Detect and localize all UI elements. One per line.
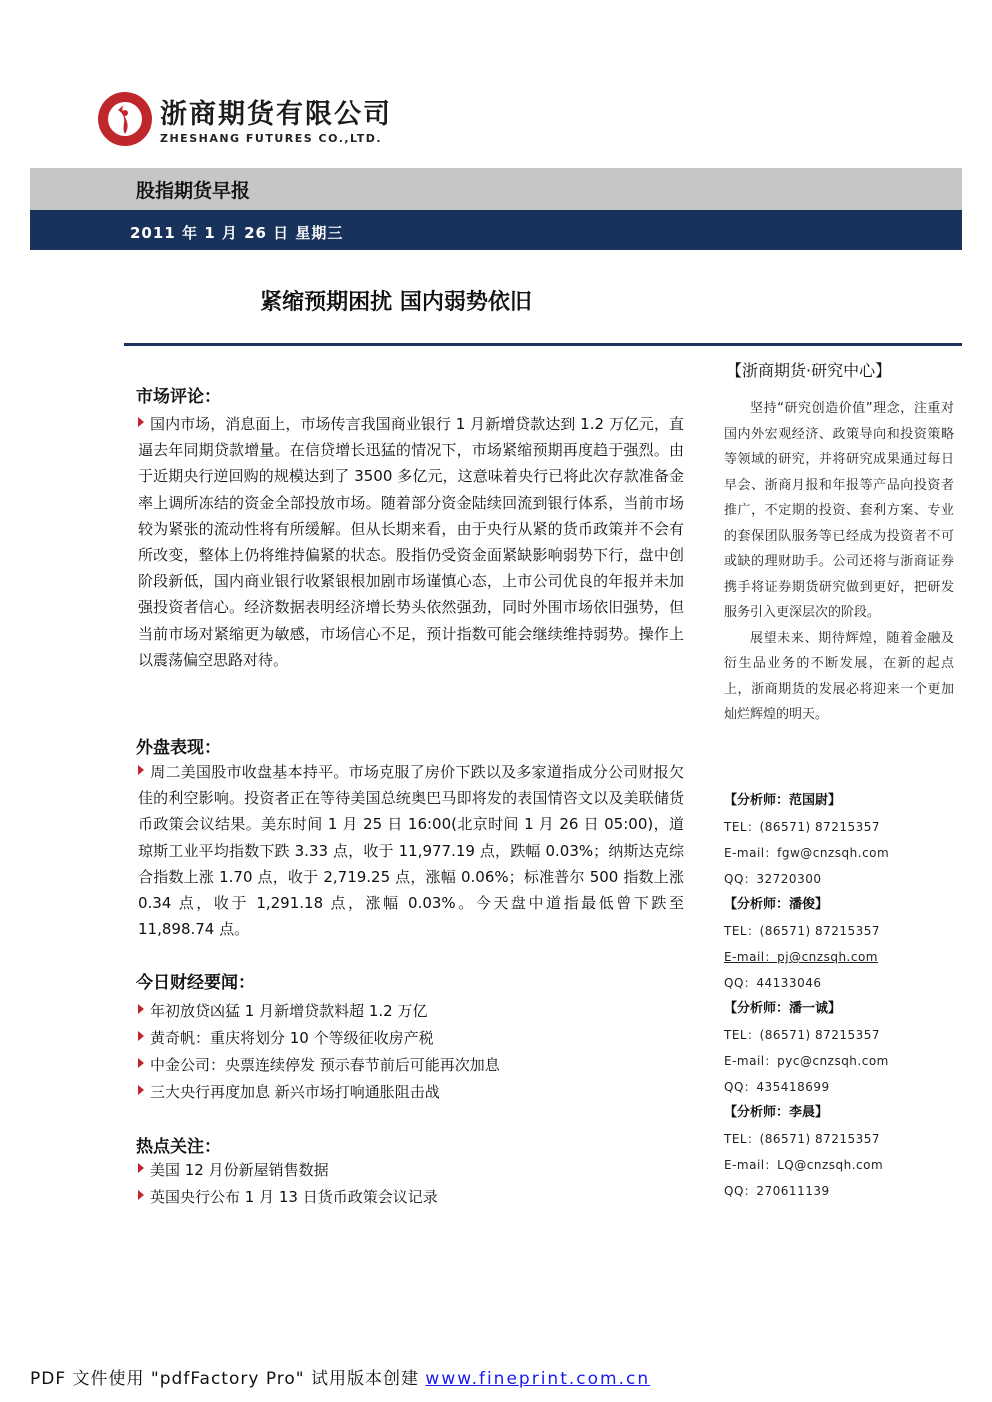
market-comment-paragraph: 国内市场，消息面上，市场传言我国商业银行 1 月新增贷款达到 1.2 万亿元，直逼去年同期贷款增量。在信贷增长迅猛的情况下，市场紧缩预期再度趋于强烈。由于近期央行逆回购的规模达到了 3500 多亿元，这意味着央行已将此次存款准备金率上调所冻结的资金全部投放市场。随着部分资金陆续回流到银行体系，当前市场较为紧张的流动性将有所缓解。但从长期来看，由于央行从紧的货币政策并不会有所改变，整体上仍将维持偏紧的状态。股指仍受资金面紧缺影响弱势下行，盘中创阶段新低，国内商业银行收紧银根加剧市场谨慎心态，上市公司优良的年报并未加强投资者信心。经济数据表明经济增长势头依然强劲，同时外围市场依旧强势，但当前市场对紧缩更为敏感，市场信心不足，预计指数可能会继续维持弱势。操作上以震荡偏空思路对待。 [138,415,684,669]
analyst-email[interactable]: E-mail：LQ@cnzsqh.com [724,1158,884,1172]
list-item: 美国 12 月份新屋销售数据 [138,1157,698,1184]
report-type: 股指期货早报 [136,180,251,202]
analyst-tel: TEL：(86571) 87215357 [724,1028,881,1042]
list-item: 年初放贷凶猛 1 月新增贷款料超 1.2 万亿 [138,998,698,1025]
analyst-card [724,892,964,996]
analyst-card [724,996,964,1100]
title-divider [124,343,962,346]
analyst-qq: QQ：44133046 [724,976,822,990]
section-heading-news: 今日财经要闻： [136,973,255,993]
hot-list [138,1157,698,1211]
list-item: 黄奇帆：重庆将划分 10 个等级征收房产税 [138,1025,698,1052]
research-intro [724,396,954,728]
bullet-arrow-icon [138,1004,144,1014]
analyst-qq: QQ：435418699 [724,1080,830,1094]
bullet-arrow-icon [138,1163,144,1173]
report-type-bar [30,168,962,210]
section-heading-hot: 热点关注： [136,1137,221,1157]
bullet-arrow-icon [138,1190,144,1200]
company-name-cn: 浙商期货有限公司 [160,99,392,130]
pdf-footer [30,1364,650,1389]
overseas-paragraph: 周二美国股市收盘基本持平。市场克服了房价下跌以及多家道指成分公司财报欠佳的利空影响。投资者正在等待美国总统奥巴马即将发的表国情咨文以及美联储货币政策会议结果。美东时间 1 月 25 日 16:00(北京时间 1 月 26 日 05:00)，道琼斯工业平均指数下跌 3.33 点，收于 11,977.19 点，跌幅 0.03%；纳斯达克综合指数上涨 1.70 点，收于 2,719.25 点，涨幅 0.06%；标准普尔 500 指数上涨 0.34 点，收于 1,291.18 点，涨幅 0.03%。今天盘中道指最低曾下跌至 11,898.74 点。 [138,763,684,939]
date-bar [30,210,962,250]
section-heading-overseas: 外盘表现： [136,738,221,758]
analyst-name: 【分析师：潘一诚】 [724,1001,842,1016]
list-item: 三大央行再度加息 新兴市场打响通胀阻击战 [138,1079,698,1106]
research-intro-p1: 坚持“研究创造价值”理念，注重对国内外宏观经济、政策导向和投资策略等领域的研究，并将研究成果通过每日早会、浙商月报和年报等产品向投资者推广，不定期的投资、套利方案、专业的套保团队服务等已经成为投资者不可或缺的理财助手。公司还将与浙商证券携手将证券期货研究做到更好，把研发服务引入更深层次的阶段。 [724,401,954,620]
footer-text: PDF 文件使用 "pdfFactory Pro" 试用版本创建 [30,1369,426,1389]
analyst-name: 【分析师：李晨】 [724,1105,829,1120]
analyst-list [724,788,964,1204]
news-list [138,998,698,1106]
bullet-arrow-icon [138,1031,144,1041]
analyst-tel: TEL：(86571) 87215357 [724,924,881,938]
analyst-tel: TEL：(86571) 87215357 [724,1132,881,1146]
company-logo-icon [96,90,154,148]
research-center-heading: 【浙商期货·研究中心】 [726,361,892,380]
analyst-email[interactable]: E-mail：pj@cnzsqh.com [724,950,878,964]
bullet-arrow-icon [138,1058,144,1068]
list-item: 中金公司：央票连续停发 预示春节前后可能再次加息 [138,1052,698,1079]
page-title: 紧缩预期困扰 国内弱势依旧 [260,290,532,315]
research-intro-p2: 展望未来、期待辉煌，随着金融及衍生品业务的不断发展，在新的起点上，浙商期货的发展必将迎来一个更加灿烂辉煌的明天。 [724,630,954,722]
analyst-email[interactable]: E-mail：fgw@cnzsqh.com [724,846,890,860]
bullet-arrow-icon [138,765,144,775]
analyst-tel: TEL：(86571) 87215357 [724,820,881,834]
analyst-name: 【分析师：范国尉】 [724,793,842,808]
section-heading-market-comment: 市场评论： [136,387,221,407]
analyst-email[interactable]: E-mail：pyc@cnzsqh.com [724,1054,889,1068]
analyst-card [724,1100,964,1204]
analyst-name: 【分析师：潘俊】 [724,897,829,912]
report-date: 2011 年 1 月 26 日 星期三 [130,224,344,242]
analyst-qq: QQ：32720300 [724,872,822,886]
bullet-arrow-icon [138,417,144,427]
company-name-en: ZHESHANG FUTURES CO.,LTD. [160,132,383,145]
list-item: 英国央行公布 1 月 13 日货币政策会议记录 [138,1184,698,1211]
analyst-qq: QQ：270611139 [724,1184,830,1198]
footer-link[interactable]: www.fineprint.com.cn [425,1369,651,1389]
analyst-card [724,788,964,892]
bullet-arrow-icon [138,1085,144,1095]
